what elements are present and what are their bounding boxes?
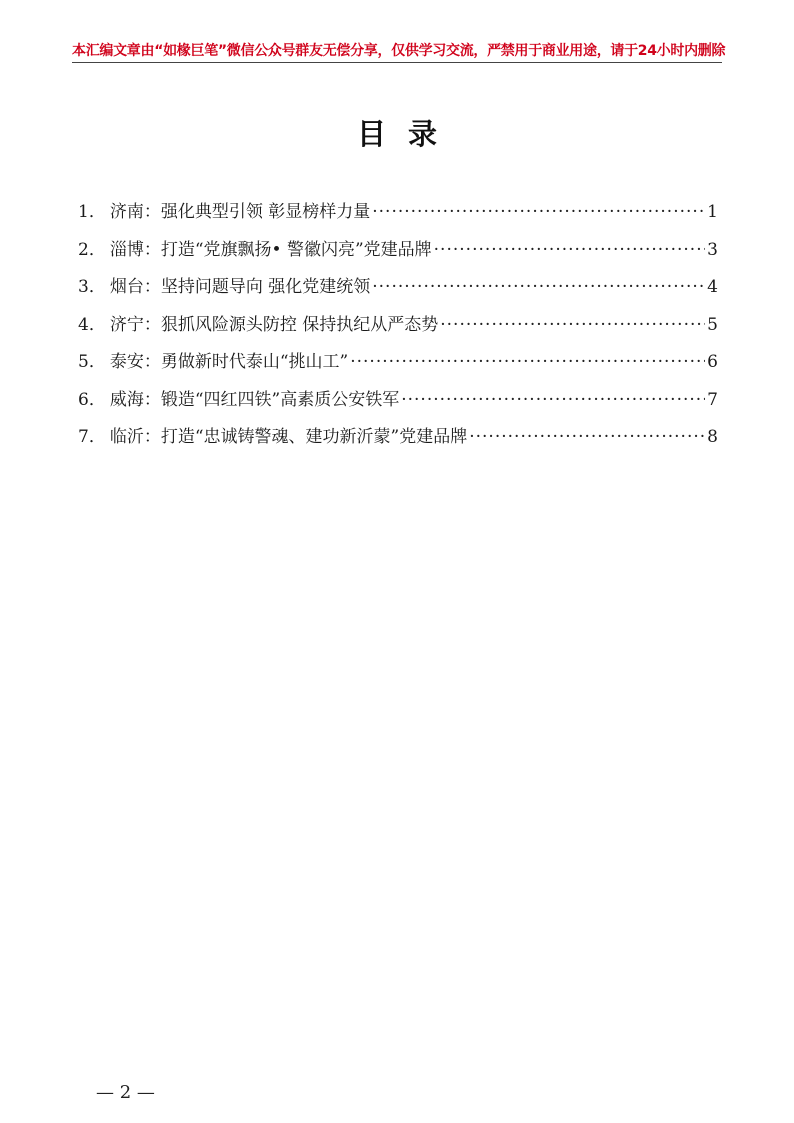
- toc-entry-number: 1．: [78, 202, 106, 222]
- toc-entry-page: 8: [707, 427, 718, 447]
- toc-entry-5[interactable]: [78, 348, 718, 386]
- toc-dot-leader: [350, 348, 705, 376]
- toc-entry-number: 7．: [78, 427, 106, 447]
- toc-entry-title: 济南：强化典型引领 彰显榜样力量: [109, 202, 371, 222]
- header-divider: [72, 62, 722, 63]
- header-notice: 本汇编文章由“如椽巨笔”微信公众号群友无偿分享，仅供学习交流，严禁用于商业用途，请于24小时内删除: [72, 43, 726, 59]
- toc-entry-title: 威海：锻造“四红四铁”高素质公安铁军: [109, 389, 400, 410]
- toc-entry-1[interactable]: [78, 198, 718, 236]
- toc-entry-number: 4．: [78, 314, 106, 335]
- toc-entry-page: 6: [707, 352, 718, 372]
- toc-entry-page: 1: [707, 202, 718, 222]
- toc-dot-leader: [469, 423, 705, 451]
- table-of-contents: [78, 198, 718, 461]
- toc-entry-page: 4: [707, 277, 718, 297]
- toc-entry-page: 5: [707, 314, 718, 335]
- toc-entry-title: 临沂：打造“忠诚铸警魂、建功新沂蒙”党建品牌: [109, 427, 468, 447]
- toc-dot-leader: [401, 386, 705, 414]
- toc-entry-number: 3．: [78, 277, 106, 297]
- toc-entry-number: 2．: [78, 239, 106, 260]
- toc-entry-title: 淄博：打造“党旗飘扬• 警徽闪亮”党建品牌: [109, 239, 432, 260]
- toc-entry-page: 7: [707, 389, 718, 410]
- toc-entry-6[interactable]: [78, 386, 718, 424]
- toc-dot-leader: [372, 198, 705, 226]
- toc-entry-title: 泰安：勇做新时代泰山“挑山工”: [109, 352, 349, 372]
- page-number: — 2 —: [96, 1082, 155, 1103]
- page-title: 目录: [356, 117, 459, 151]
- toc-dot-leader: [372, 273, 705, 301]
- toc-entry-title: 烟台：坚持问题导向 强化党建统领: [109, 277, 371, 297]
- toc-dot-leader: [440, 311, 705, 339]
- toc-entry-7[interactable]: [78, 423, 718, 461]
- toc-entry-3[interactable]: [78, 273, 718, 311]
- toc-entry-4[interactable]: [78, 311, 718, 349]
- toc-entry-page: 3: [707, 239, 718, 260]
- toc-entry-title: 济宁：狠抓风险源头防控 保持执纪从严态势: [109, 314, 439, 335]
- toc-dot-leader: [434, 236, 706, 264]
- toc-entry-2[interactable]: [78, 236, 718, 274]
- toc-entry-number: 5．: [78, 352, 106, 372]
- toc-entry-number: 6．: [78, 389, 106, 410]
